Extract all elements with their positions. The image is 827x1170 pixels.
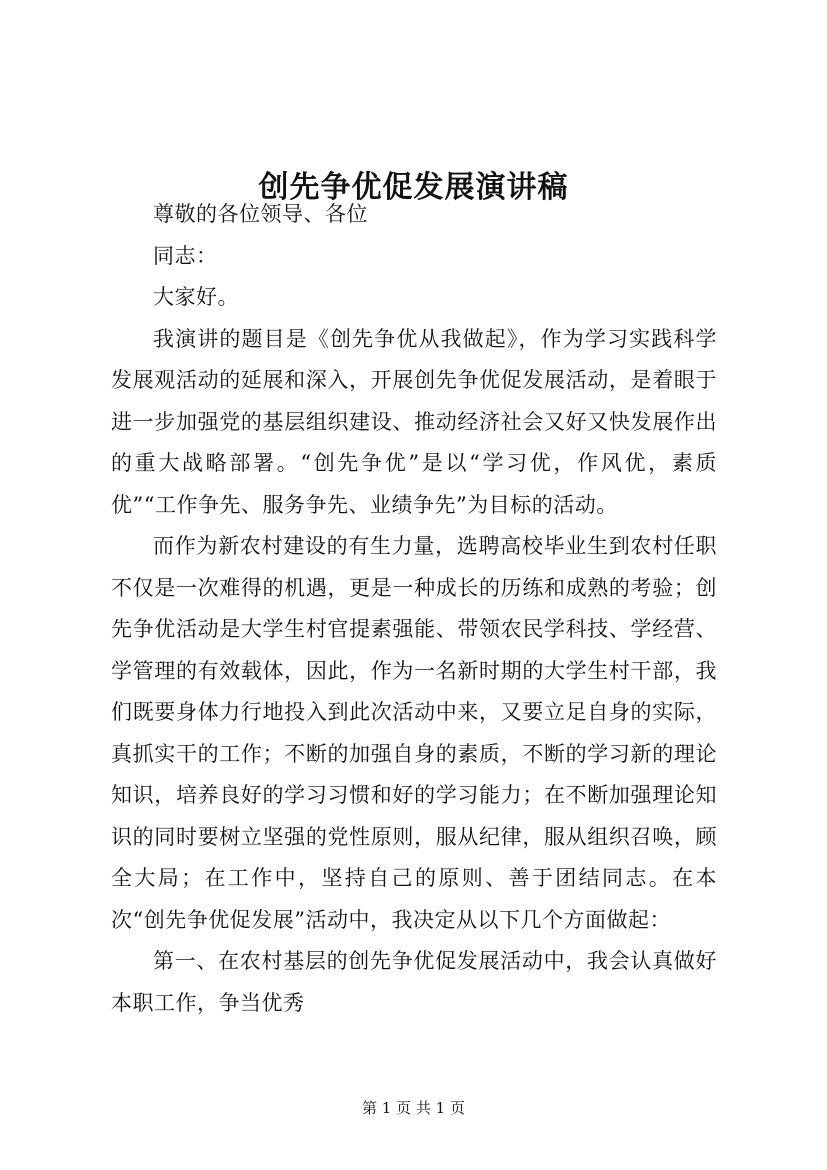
document-body [111, 194, 717, 1024]
body-paragraph: 而作为新农村建设的有生力量，选聘高校毕业生到农村任职不仅是一次难得的机遇，更是一种成长的历练和成熟的考验；创先争优活动是大学生村官提素强能、带领农民学科技、学经营、学管理的有效载体，因此，作为一名新时期的大学生村干部，我们既要身体力行地投入到此次活动中来，又要立足自身的实际，真抓实干的工作；不断的加强自身的素质，不断的学习新的理论知识，培养良好的学习习惯和好的学习能力；在不断加强理论知识的同时要树立坚强的党性原则，服从纪律，服从组织召唤，顾全大局；在工作中，坚持自己的原则、善于团结同志。在本次“创先争优促发展”活动中，我决定从以下几个方面做起： [111, 534, 717, 932]
page-footer: 第 1 页 共 1 页 [362, 1099, 465, 1117]
salutation-line: 同志： [153, 243, 218, 268]
document-title: 创先争优促发展演讲稿 [258, 170, 569, 206]
body-paragraph: 我演讲的题目是《创先争优从我做起》，作为学习实践科学发展观活动的延展和深入，开展创先争优促发展活动，是着眼于进一步加强党的基层组织建设、推动经济社会又好又快发展作出的重大战略部署。“创先争优”是以“学习优，作风优，素质优”“工作争先、服务争先、业绩争先”为目标的活动。 [111, 326, 717, 517]
greeting-paragraph: 大家好。 [153, 285, 239, 309]
body-paragraph: 第一、在农村基层的创先争优促发展活动中，我会认真做好本职工作，争当优秀 [111, 949, 717, 1015]
salutation-line: 尊敬的各位领导、各位 [153, 202, 368, 226]
